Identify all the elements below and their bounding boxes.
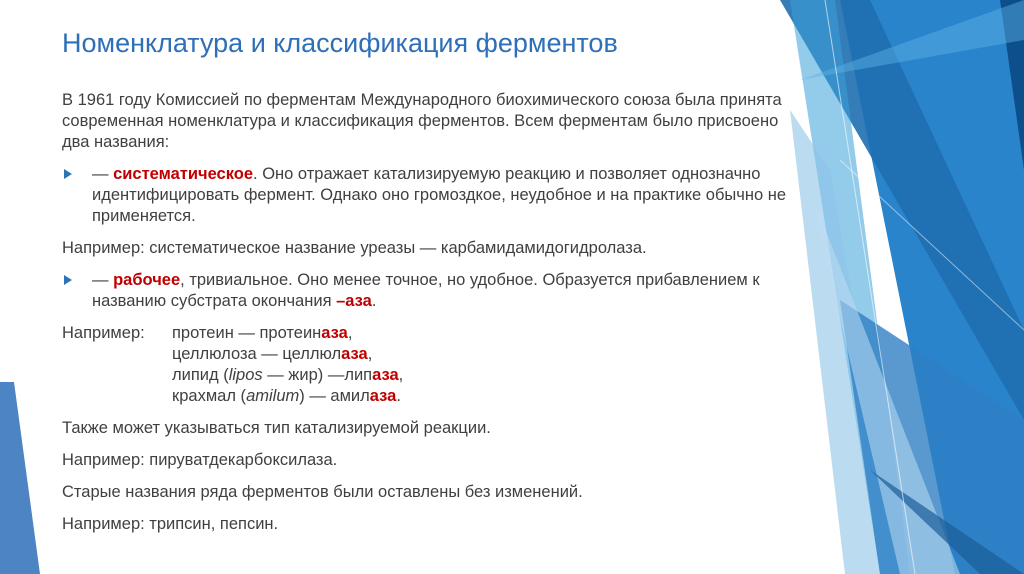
bullet-dash: — — [92, 271, 114, 289]
example-pyruvate: Например: пируватдекарбоксилаза. — [62, 451, 338, 469]
suffix-aza: –аза — [336, 292, 372, 310]
bullet-systematic — [62, 164, 792, 227]
intro-paragraph: В 1961 году Комиссией по ферментам Международного биохимического союза была принята современная номенклатура и классификация ферментов. Всем ферментам было присвоено два названия: — [62, 91, 782, 151]
bullet-systematic-text: . Оно отражает катализируемую реакцию и позволяет однозначно идентифицировать фермент. Однако оно громоздкое, неудобное и на практике обычно не применяется. — [92, 165, 787, 225]
term-systematic: систематическое — [113, 165, 254, 183]
example-line-protein: протеин — протеиназа, — [172, 324, 353, 342]
example-lines — [172, 323, 403, 407]
example-line-cellulose: целлюлоза — целлюлаза, — [172, 345, 373, 363]
example-urease: Например: систематическое название уреазы — карбамидамидогидролаза. — [62, 239, 647, 257]
bullet-working-text: , тривиальное. Оно менее точное, но удобное. Образуется прибавлением к названию субстрата окончания — [92, 271, 760, 310]
example-list — [62, 323, 792, 407]
example-label: Например: — [62, 324, 145, 342]
bullet-dash: — — [92, 165, 114, 183]
bullet-working — [62, 270, 792, 312]
triangle-bullet-icon — [64, 275, 72, 285]
bullet-working-end: . — [371, 292, 377, 310]
old-names-text: Старые названия ряда ферментов были оставлены без изменений. — [62, 483, 583, 501]
example-line-starch: крахмал (amilum) — амилаза. — [172, 387, 401, 405]
slide-body — [62, 90, 792, 546]
term-working: рабочее — [113, 271, 181, 289]
reaction-type-text: Также может указываться тип катализируемой реакции. — [62, 419, 491, 437]
triangle-bullet-icon — [64, 169, 72, 179]
slide-title: Номенклатура и классификация ферментов — [62, 28, 618, 58]
example-line-lipid: липид (lipos — жир) —липаза, — [172, 366, 404, 384]
example-trypsin: Например: трипсин, пепсин. — [62, 515, 279, 533]
